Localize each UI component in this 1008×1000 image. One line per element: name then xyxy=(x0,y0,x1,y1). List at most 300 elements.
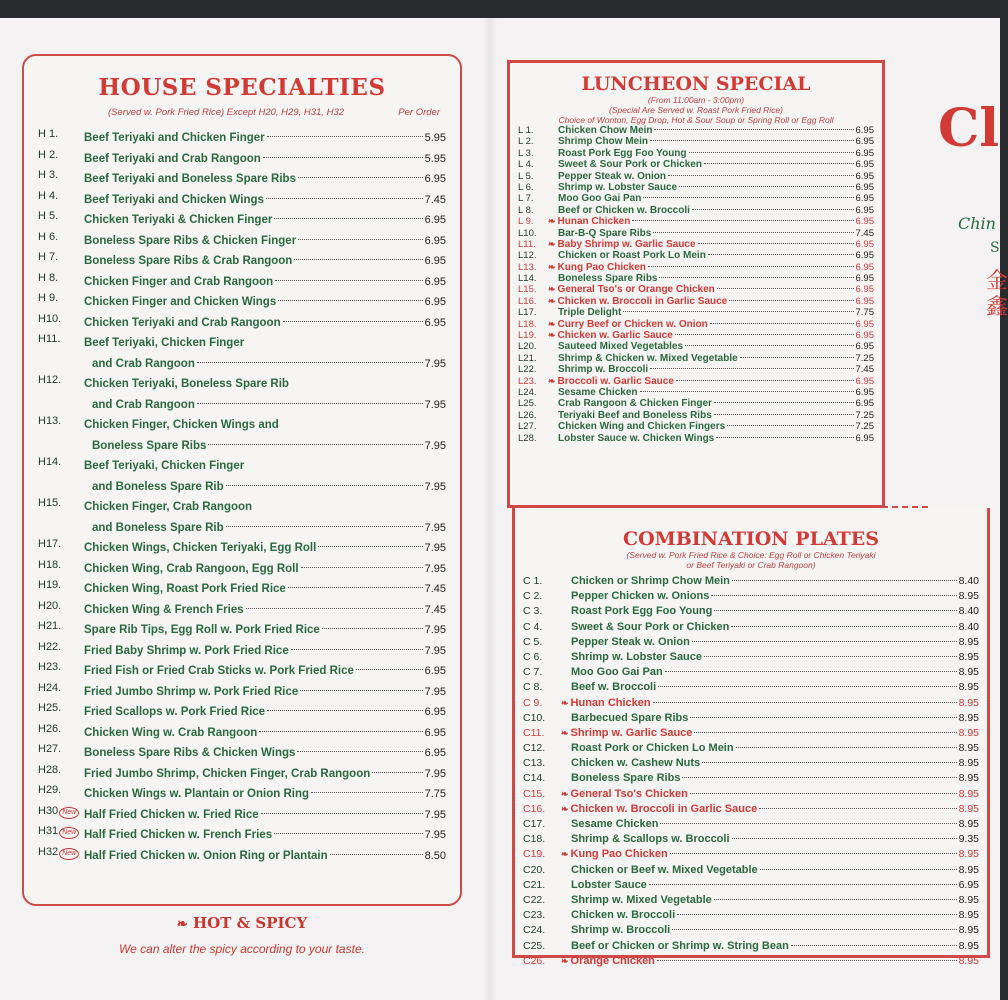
item-name: Boneless Spare Ribs xyxy=(92,439,207,452)
item-price: 8.50 xyxy=(424,849,446,862)
dot-leader xyxy=(670,853,957,854)
item-price: 8.95 xyxy=(958,650,979,663)
item-code: H10. xyxy=(38,312,62,325)
dot-leader xyxy=(623,311,853,312)
item-price: 8.95 xyxy=(958,939,979,952)
item-name: General Tso's or Orange Chicken xyxy=(557,284,715,296)
menu-item xyxy=(518,239,874,250)
menu-item xyxy=(523,863,979,878)
item-name: Kung Pao Chicken xyxy=(557,261,646,273)
item-name: Chicken Wing, Crab Rangoon, Egg Roll xyxy=(84,562,299,575)
luncheon-choice-note: Choice of Wonton, Egg Drop, Hot & Sour Soup or Spring Roll or Egg Roll xyxy=(558,115,834,125)
item-price: 6.95 xyxy=(855,147,874,159)
dot-leader xyxy=(692,209,854,210)
chili-pepper-icon: ❧ xyxy=(561,955,569,966)
dot-leader xyxy=(226,526,423,527)
menu-item xyxy=(38,682,446,703)
menu-item xyxy=(38,169,446,190)
item-price: 8.95 xyxy=(958,772,979,785)
dot-leader xyxy=(672,929,956,930)
menu-item xyxy=(518,376,874,387)
item-name: Chicken w. Broccoli in Garlic Sauce xyxy=(557,295,728,307)
dot-leader xyxy=(291,649,423,650)
item-name: Beef Teriyaki and Boneless Spare Ribs xyxy=(84,173,296,185)
item-body xyxy=(84,456,446,497)
item-code: C 4. xyxy=(523,620,543,633)
menu-item xyxy=(38,374,446,415)
item-code: H21. xyxy=(38,620,62,632)
dot-leader xyxy=(660,823,956,824)
menu-item xyxy=(518,171,874,182)
dot-leader xyxy=(717,288,854,289)
dot-leader xyxy=(736,747,957,748)
chili-pepper-icon: ❧ xyxy=(561,697,569,708)
item-price: 6.95 xyxy=(855,432,874,444)
luncheon-hours: (From 11:00am - 3:00pm) xyxy=(647,95,745,105)
item-price: 7.25 xyxy=(855,352,874,364)
menu-item xyxy=(518,319,874,330)
item-code: C14. xyxy=(523,772,546,785)
item-name: Beef Teriyaki and Crab Rangoon xyxy=(84,152,261,165)
item-code: C25. xyxy=(523,939,546,952)
item-code: H 2. xyxy=(38,148,59,161)
menu-item xyxy=(38,456,446,497)
dot-leader xyxy=(729,300,853,301)
menu-item xyxy=(38,702,446,723)
item-name: Kung Pao Chicken xyxy=(570,848,668,861)
item-name: and Crab Rangoon xyxy=(92,398,195,411)
item-price: 6.95 xyxy=(424,706,446,718)
item-name: General Tso's Chicken xyxy=(570,787,688,800)
item-name: Shrimp w. Garlic Sauce xyxy=(570,726,693,739)
dot-leader xyxy=(298,177,423,178)
item-price: 7.45 xyxy=(424,603,446,616)
dot-leader xyxy=(692,641,957,642)
per-order-label: Per Order xyxy=(398,107,440,118)
menu-item xyxy=(518,250,874,261)
item-name: Lobster Sauce xyxy=(571,878,647,891)
dot-leader xyxy=(759,808,956,809)
item-code: L21. xyxy=(518,352,537,364)
menu-item xyxy=(38,149,446,170)
item-code: H20. xyxy=(38,599,62,612)
menu-item xyxy=(523,574,979,589)
item-price: 6.95 xyxy=(855,284,874,296)
dot-leader xyxy=(668,175,854,176)
menu-item xyxy=(518,284,874,295)
item-line xyxy=(84,477,446,498)
item-name: Sesame Chicken xyxy=(571,818,659,830)
item-line xyxy=(84,723,446,744)
item-price: 7.95 xyxy=(424,542,446,554)
item-price: 8.95 xyxy=(958,787,979,800)
item-body xyxy=(84,682,446,703)
item-code: C21. xyxy=(523,878,546,891)
dot-leader xyxy=(731,626,956,627)
item-code: H13. xyxy=(38,415,62,427)
menu-item xyxy=(38,723,446,744)
item-code: C15. xyxy=(523,787,546,800)
dot-leader xyxy=(372,772,422,773)
item-line xyxy=(84,436,446,457)
item-body xyxy=(84,251,446,272)
item-code: L27. xyxy=(518,421,537,433)
item-price: 5.95 xyxy=(424,152,446,165)
item-line xyxy=(84,559,446,580)
item-name: Triple Delight xyxy=(558,307,622,319)
item-body xyxy=(84,190,446,211)
item-body xyxy=(84,743,446,764)
item-name: Fried Jumbo Shrimp w. Pork Fried Rice xyxy=(84,685,299,698)
item-code: H 5. xyxy=(38,210,59,222)
item-name: Boneless Spare Ribs xyxy=(571,772,681,785)
item-price: 7.95 xyxy=(424,829,446,841)
item-code: L19. xyxy=(518,330,537,342)
item-name: Chicken Finger, Crab Rangoon xyxy=(84,501,253,513)
item-body xyxy=(84,149,446,170)
dot-leader xyxy=(330,854,423,855)
item-name: Beef Teriyaki and Chicken Wings xyxy=(84,193,264,206)
item-line xyxy=(84,354,446,375)
luncheon-special-panel xyxy=(507,60,885,508)
menu-item xyxy=(523,832,979,847)
item-code: H22. xyxy=(38,640,62,653)
dot-leader xyxy=(259,731,422,732)
item-name: Chicken Wing, Roast Pork Fried Rice xyxy=(84,583,286,595)
item-body xyxy=(84,497,446,538)
dot-leader xyxy=(710,323,854,324)
menu-item xyxy=(38,313,446,334)
item-body xyxy=(84,210,446,231)
hot-spicy-title xyxy=(22,914,462,932)
menu-item xyxy=(38,784,446,805)
item-line xyxy=(84,169,446,190)
menu-item xyxy=(38,764,446,785)
dot-leader xyxy=(760,869,957,870)
menu-item xyxy=(518,387,874,398)
menu-item xyxy=(523,665,979,680)
item-code: L22. xyxy=(518,364,537,376)
item-code-cell xyxy=(38,825,84,839)
item-code: C 6. xyxy=(523,650,543,663)
item-price: 6.95 xyxy=(855,375,874,387)
combination-plates-panel xyxy=(512,508,990,967)
menu-item xyxy=(518,228,874,239)
item-name: Roast Pork Egg Foo Young xyxy=(571,605,713,618)
item-body xyxy=(84,313,446,334)
menu-item xyxy=(518,193,874,204)
menu-paper xyxy=(0,18,1008,1000)
item-body xyxy=(84,846,446,867)
dot-leader xyxy=(665,671,957,672)
dot-leader xyxy=(694,732,956,733)
menu-item xyxy=(523,923,979,938)
item-line xyxy=(84,764,446,785)
item-price: 8.95 xyxy=(958,802,979,815)
dot-leader xyxy=(632,220,853,221)
menu-item xyxy=(518,398,874,409)
dot-leader xyxy=(318,546,422,547)
dot-leader xyxy=(261,813,423,814)
item-price: 6.95 xyxy=(855,295,874,307)
chili-pepper-icon: ❧ xyxy=(561,803,569,814)
chili-pepper-icon: ❧ xyxy=(548,284,556,295)
item-name: Boneless Spare Ribs & Chicken Wings xyxy=(84,747,296,759)
dot-leader xyxy=(283,321,423,322)
item-price: 6.95 xyxy=(424,275,446,288)
item-price: 7.95 xyxy=(424,562,446,575)
item-price: 7.95 xyxy=(424,808,446,821)
item-code: H18. xyxy=(38,558,62,571)
menu-item xyxy=(523,711,979,726)
item-name: Chicken Finger and Crab Rangoon xyxy=(84,275,274,288)
item-price: 6.95 xyxy=(424,296,446,308)
item-price: 7.95 xyxy=(424,357,446,370)
menu-item xyxy=(523,954,979,969)
item-line xyxy=(84,128,446,149)
item-line xyxy=(84,620,446,641)
menu-item xyxy=(38,251,446,272)
item-body xyxy=(84,825,446,846)
item-price: 6.95 xyxy=(855,181,874,193)
item-price: 9.35 xyxy=(958,833,979,846)
item-code: L20. xyxy=(518,341,537,353)
item-name: Chicken Wings, Chicken Teriyaki, Egg Roll xyxy=(84,542,317,554)
dot-leader xyxy=(648,266,854,267)
item-body xyxy=(84,579,446,600)
item-name: Fried Jumbo Shrimp, Chicken Finger, Crab Rangoon xyxy=(84,767,371,780)
item-name: Half Fried Chicken w. Fried Rice xyxy=(84,808,259,821)
item-name: Shrimp w. Lobster Sauce xyxy=(571,650,703,663)
item-price: 7.95 xyxy=(424,767,446,780)
item-code: H 7. xyxy=(38,251,59,263)
item-line xyxy=(84,415,446,436)
house-specialties-list xyxy=(38,128,446,866)
menu-item xyxy=(518,273,874,284)
dot-leader xyxy=(294,259,422,260)
item-code: L24. xyxy=(518,386,537,398)
dot-leader xyxy=(197,362,423,363)
chili-pepper-icon: ❧ xyxy=(561,727,569,738)
chili-pepper-icon: ❧ xyxy=(548,238,556,249)
item-code: L 6. xyxy=(518,181,534,193)
dot-leader xyxy=(650,140,854,141)
item-price: 6.95 xyxy=(855,273,874,285)
item-code: C26. xyxy=(523,954,546,967)
item-name: Chicken Finger and Chicken Wings xyxy=(84,296,277,308)
item-name: Chicken or Roast Pork Lo Mein xyxy=(558,250,706,262)
item-code: L12. xyxy=(518,250,537,262)
item-price: 5.95 xyxy=(424,132,446,144)
spicy-note: We can alter the spicy according to your taste. xyxy=(119,942,365,956)
item-code: C20. xyxy=(523,863,546,876)
item-price: 8.95 xyxy=(958,863,979,876)
item-code: H17. xyxy=(38,538,62,550)
item-name: Shrimp w. Broccoli xyxy=(571,924,671,937)
dot-leader xyxy=(740,357,854,358)
menu-item xyxy=(518,341,874,352)
menu-item xyxy=(518,410,874,421)
chili-pepper-icon: ❧ xyxy=(561,788,569,799)
item-body xyxy=(84,723,446,744)
item-price: 8.40 xyxy=(958,575,979,587)
dot-leader xyxy=(716,437,853,438)
item-code: C19. xyxy=(523,848,546,861)
menu-item xyxy=(38,620,446,641)
dot-leader xyxy=(659,277,853,278)
menu-item xyxy=(518,307,874,318)
item-name: Fried Fish or Fried Crab Sticks w. Pork Fried Rice xyxy=(84,665,354,677)
item-line xyxy=(84,292,446,313)
item-code: H12. xyxy=(38,374,62,386)
item-body xyxy=(84,333,446,374)
menu-item xyxy=(518,262,874,273)
menu-item xyxy=(518,136,874,147)
item-name: Chicken Finger, Chicken Wings and xyxy=(84,419,279,431)
menu-item xyxy=(523,847,979,862)
dot-leader xyxy=(675,334,854,335)
item-code: H 1. xyxy=(38,128,59,140)
item-body xyxy=(84,764,446,785)
dot-leader xyxy=(704,163,854,164)
item-name: Chicken or Beef w. Mixed Vegetable xyxy=(571,863,758,876)
item-line xyxy=(84,641,446,662)
dot-leader xyxy=(275,280,422,281)
menu-item xyxy=(38,805,446,826)
combination-sub-1: (Served w. Pork Fried Rice & Choice: Egg Roll or Chicken Teriyaki xyxy=(626,550,876,560)
item-code: L17. xyxy=(518,307,537,319)
dot-leader xyxy=(677,914,956,915)
menu-item xyxy=(38,415,446,456)
item-code: C12. xyxy=(523,742,546,755)
item-line xyxy=(84,805,446,826)
item-name: Sweet & Sour Pork or Chicken xyxy=(558,159,702,171)
luncheon-list xyxy=(518,125,874,444)
restaurant-name: Cl xyxy=(938,98,1000,159)
chili-pepper-icon: ❧ xyxy=(548,261,556,272)
house-specialties-panel xyxy=(22,54,462,906)
dot-leader xyxy=(711,595,956,596)
item-price: 6.95 xyxy=(855,193,874,205)
menu-item xyxy=(523,756,979,771)
item-price: 6.95 xyxy=(424,214,446,226)
restaurant-tagline: Chin xyxy=(958,214,996,233)
item-code: H28. xyxy=(38,763,62,776)
item-name: Boneless Spare Ribs & Crab Rangoon xyxy=(84,255,293,267)
item-name: Pepper Chicken w. Onions xyxy=(571,590,710,603)
chili-pepper-icon: ❧ xyxy=(548,375,556,386)
item-code: L 3. xyxy=(518,147,534,159)
item-price: 7.95 xyxy=(424,685,446,698)
item-name: Beef w. Broccoli xyxy=(571,681,657,694)
item-price: 8.40 xyxy=(958,620,979,633)
dot-leader xyxy=(702,762,956,763)
chili-pepper-icon: ❧ xyxy=(548,295,556,306)
menu-item xyxy=(38,538,446,559)
house-specialties-title: HOUSE SPECIALTIES xyxy=(98,74,386,101)
item-body xyxy=(84,415,446,456)
item-name: Baby Shrimp w. Garlic Sauce xyxy=(557,238,696,250)
item-price: 7.95 xyxy=(424,439,446,452)
item-price: 7.75 xyxy=(424,788,446,800)
item-name: Shrimp & Scallops w. Broccoli xyxy=(571,833,730,846)
menu-item xyxy=(38,272,446,293)
menu-item xyxy=(518,125,874,136)
dot-leader xyxy=(297,751,422,752)
dot-leader xyxy=(658,686,956,687)
dot-leader xyxy=(732,838,957,839)
chili-pepper-icon: ❧ xyxy=(176,917,188,932)
item-name: Barbecued Spare Ribs xyxy=(571,711,689,724)
item-line xyxy=(84,395,446,416)
item-price: 8.95 xyxy=(958,681,979,694)
item-price: 6.95 xyxy=(424,234,446,247)
item-price: 7.25 xyxy=(855,409,874,421)
item-name: Beef Teriyaki, Chicken Finger xyxy=(84,460,245,472)
item-code: C 1. xyxy=(523,575,543,587)
item-code: H24. xyxy=(38,681,62,694)
item-price: 8.95 xyxy=(958,848,979,861)
item-name: and Boneless Spare Rib xyxy=(92,521,224,534)
item-price: 6.95 xyxy=(424,665,446,677)
menu-item xyxy=(523,604,979,619)
dot-leader xyxy=(650,368,853,369)
item-line xyxy=(84,333,446,354)
dot-leader xyxy=(714,610,956,611)
item-code: L26. xyxy=(518,409,537,421)
item-name: Orange Chicken xyxy=(570,954,655,967)
item-name: Chicken or Shrimp Chow Mein xyxy=(571,575,730,587)
item-name: Chicken Chow Mein xyxy=(558,125,653,136)
menu-item xyxy=(38,743,446,764)
item-code: C17. xyxy=(523,818,546,830)
item-name: Shrimp Chow Mein xyxy=(558,136,648,148)
item-price: 8.95 xyxy=(958,924,979,937)
menu-item xyxy=(38,128,446,149)
item-line xyxy=(84,374,446,395)
dot-leader xyxy=(197,403,423,404)
menu-item xyxy=(523,726,979,741)
item-name: and Boneless Spare Rib xyxy=(92,480,224,493)
item-name: Sauteed Mixed Vegetables xyxy=(558,341,684,353)
item-name: Pepper Steak w. Onion xyxy=(571,635,690,648)
item-code: C22. xyxy=(523,893,546,906)
menu-item xyxy=(523,817,979,832)
item-name: Fried Scallops w. Pork Fried Rice xyxy=(84,706,266,718)
item-name: Spare Rib Tips, Egg Roll w. Pork Fried Rice xyxy=(84,624,320,636)
item-price: 6.95 xyxy=(424,255,446,267)
item-price: 6.95 xyxy=(855,159,874,171)
dot-leader xyxy=(679,186,853,187)
item-price: 7.95 xyxy=(424,624,446,636)
menu-item xyxy=(518,182,874,193)
item-line xyxy=(84,682,446,703)
item-code: H 3. xyxy=(38,169,59,181)
item-body xyxy=(84,538,446,559)
item-name: Broccoli w. Garlic Sauce xyxy=(557,375,674,387)
menu-item xyxy=(38,600,446,621)
item-line xyxy=(84,825,446,846)
item-line xyxy=(84,272,446,293)
item-price: 8.40 xyxy=(958,605,979,618)
menu-item xyxy=(523,939,979,954)
item-code: H15. xyxy=(38,497,62,509)
item-body xyxy=(84,702,446,723)
item-name: Chicken Wing & French Fries xyxy=(84,603,244,616)
item-price: 7.95 xyxy=(424,644,446,657)
item-code: C 5. xyxy=(523,635,543,648)
item-name: Pepper Steak w. Onion xyxy=(558,170,666,182)
